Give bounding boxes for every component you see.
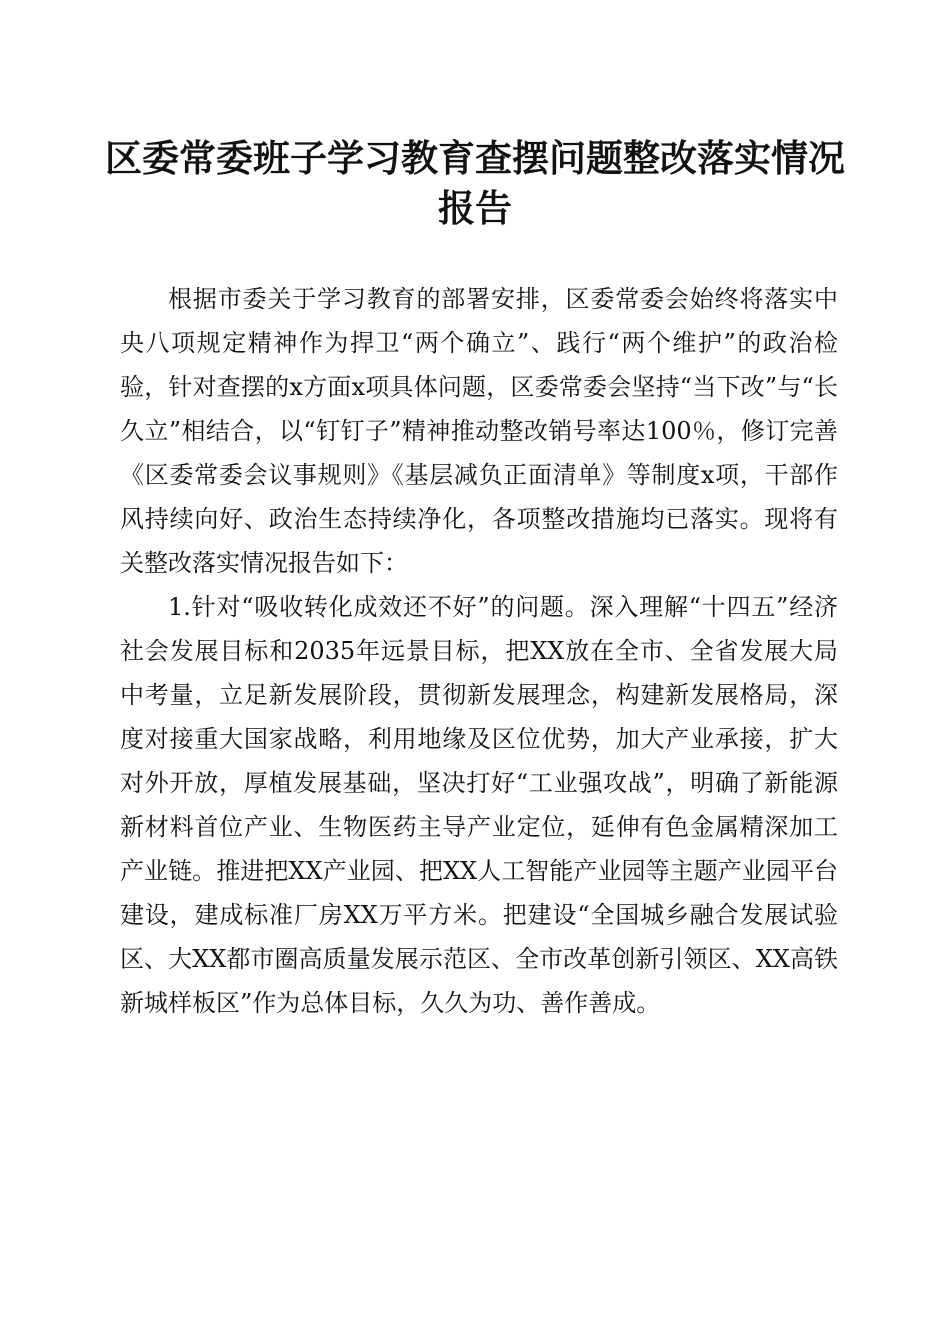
paragraph-item-1: 1.针对“吸收转化成效还不好”的问题。深入理解“十四五”经济社会发展目标和2035年远景目标，把XX放在全市、全省发展大局中考量，立足新发展阶段，贯彻新发展理念，构建新发展格局，深度对接重大国家战略，利用地缘及区位优势，加大产业承接，扩大对外开放，厚植发展基础，坚决打好“工业强攻战”，明确了新能源新材料首位产业、生物医药主导产业定位，延伸有色金属精深加工产业链。推进把XX产业园、把XX人工智能产业园等主题产业园平台建设，建成标准厂房XX万平方米。把建设“全国城乡融合发展试验区、大XX都市圈高质量发展示范区、全市改革创新引领区、XX高铁新城样板区”作为总体目标，久久为功、善作善成。 — [120, 593, 838, 1017]
title-line-2: 报告 — [438, 186, 512, 230]
document-body — [120, 277, 838, 1025]
paragraph-intro: 根据市委关于学习教育的部署安排，区委常委会始终将落实中央八项规定精神作为捍卫“两个确立”、践行“两个维护”的政治检验，针对查摆的x方面x项具体问题，区委常委会坚持“当下改”与“长久立”相结合，以“钉钉子”精神推动整改销号率达100％，修订完善《区委常委会议事规则》《基层减负正面清单》等制度x项，干部作风持续向好、政治生态持续净化，各项整改措施均已落实。现将有关整改落实情况报告如下： — [120, 285, 838, 577]
document-title — [100, 133, 850, 233]
title-line-1: 区委常委班子学习教育查摆问题整改落实情况 — [105, 136, 845, 180]
